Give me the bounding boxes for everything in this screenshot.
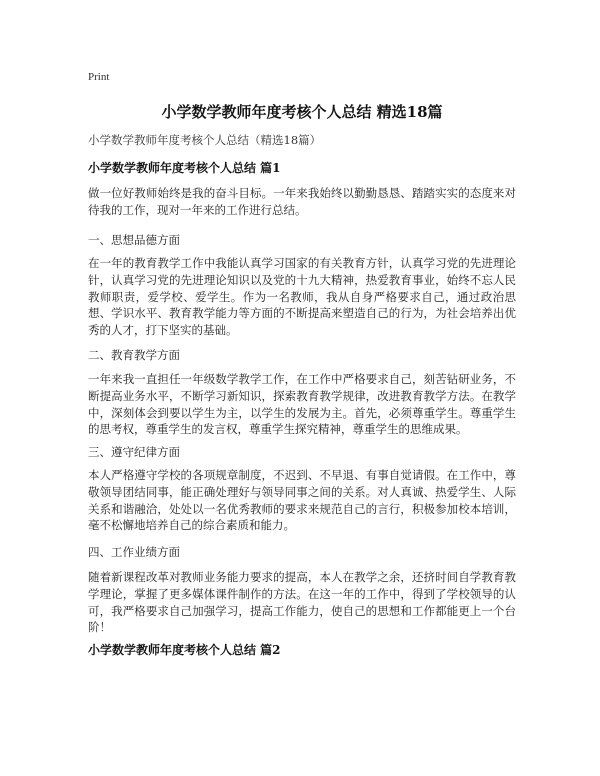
section-title-performance: 四、工作业绩方面 [88, 545, 180, 559]
section-title-morality: 一、思想品德方面 [88, 233, 180, 247]
section-paragraph-teaching: 一年来我一直担任一年级数学教学工作，在工作中严格要求自己，刻苦钻研业务，不断提高业务水平，不断学习新知识，探索教育教学规律，改进教育教学方法。在教学中，深刻体会到要以学生为主，以学生的发展为主。首先，必须尊重学生。尊重学生的思考权，尊重学生的发言权，尊重学生探究精神，尊重学生的思维成果。 [88, 372, 516, 437]
section-paragraph-discipline: 本人严格遵守学校的各项规章制度，不迟到、不早退、有事自觉请假。在工作中，尊敬领导团结同事，能正确处理好与领导同事之间的关系。对人真诚、热爱学生、人际关系和谐融洽，处处以一名优秀教师的要求来规范自己的言行，积极参加校本培训，毫不松懈地培养自己的综合素质和能力。 [88, 468, 516, 533]
intro-paragraph: 做一位好教师始终是我的奋斗目标。一年来我始终以勤勤恳恳、踏踏实实的态度来对待我的工作，现对一年来的工作进行总结。 [88, 186, 516, 217]
article-heading-1: 小学数学教师年度考核个人总结 篇1 [88, 161, 281, 175]
section-title-discipline: 三、遵守纪律方面 [88, 445, 180, 459]
section-paragraph-performance: 随着新课程改革对教师业务能力要求的提高，本人在教学之余，还挤时间自学教育教学理论，掌握了更多媒体课件制作的方法。在这一年的工作中，得到了学校领导的认可，我严格要求自己加强学习，提高工作能力，使自己的思想和工作都能更上一个台阶！ [88, 570, 516, 635]
print-link[interactable]: Print [88, 71, 110, 83]
page-subtitle: 小学数学教师年度考核个人总结（精选18篇） [88, 133, 322, 147]
article-heading-2: 小学数学教师年度考核个人总结 篇2 [88, 643, 281, 657]
section-paragraph-morality: 在一年的教育教学工作中我能认真学习国家的有关教育方针，认真学习党的先进理论针，认真学习党的先进理论知识以及党的十九大精神，热爱教育事业，始终不忘人民教师职责，爱学校、爱学生。作为一名教师，我从自身严格要求自己，通过政治思想、学识水平、教育教学能力等方面的不断提高来塑造自己的行为，为社会培养出优秀的人才，打下坚实的基础。 [88, 256, 516, 338]
page-title: 小学数学教师年度考核个人总结 精选18篇 [161, 103, 443, 121]
section-title-teaching: 二、教育教学方面 [88, 348, 180, 362]
